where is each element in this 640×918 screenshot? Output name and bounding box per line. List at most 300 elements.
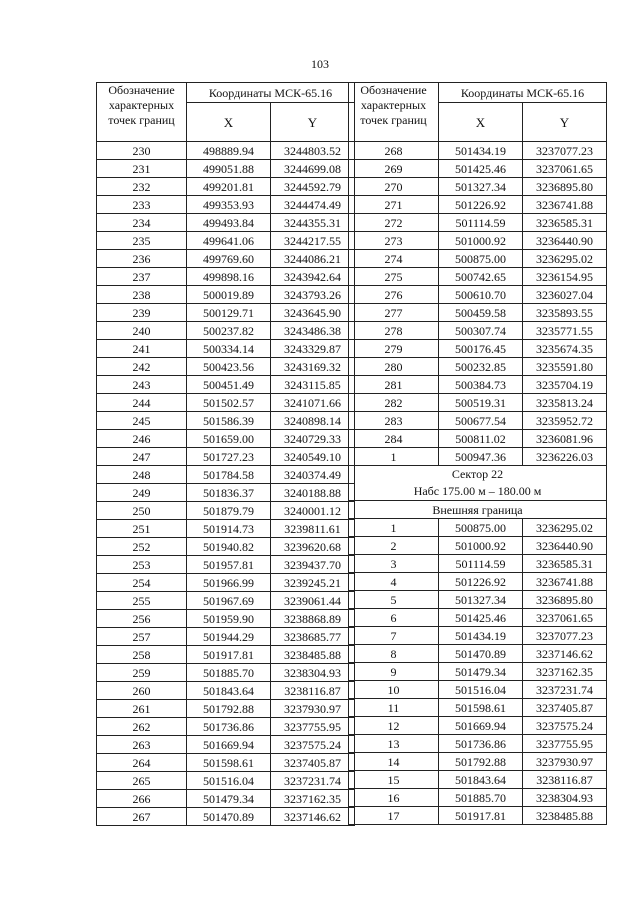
y-coordinate-cell: 3238116.87 (271, 682, 355, 700)
y-coordinate-cell: 3238685.77 (271, 628, 355, 646)
y-coordinate-cell: 3239245.21 (271, 574, 355, 592)
x-coordinate-cell: 499051.88 (187, 160, 271, 178)
point-number-cell: 253 (97, 556, 187, 574)
x-coordinate-cell: 501885.70 (439, 789, 523, 807)
point-number-cell: 2 (349, 537, 439, 555)
x-coordinate-cell: 501792.88 (439, 753, 523, 771)
y-coordinate-cell: 3236295.02 (523, 519, 607, 537)
point-number-cell: 231 (97, 160, 187, 178)
table-row (97, 430, 355, 448)
point-number-cell: 257 (97, 628, 187, 646)
x-coordinate-cell: 501114.59 (439, 555, 523, 573)
x-coordinate-cell: 501434.19 (439, 142, 523, 160)
x-coordinate-cell: 501659.00 (187, 430, 271, 448)
y-coordinate-cell: 3235771.55 (523, 322, 607, 340)
point-number-cell: 7 (349, 627, 439, 645)
sector-title: Сектор 22 (451, 467, 504, 481)
y-coordinate-cell: 3240729.33 (271, 430, 355, 448)
point-number-cell: 14 (349, 753, 439, 771)
x-coordinate-cell: 500232.85 (439, 358, 523, 376)
table-row (97, 466, 355, 484)
y-coordinate-cell: 3237231.74 (523, 681, 607, 699)
point-number-cell: 233 (97, 196, 187, 214)
table-row (97, 808, 355, 826)
x-coordinate-cell: 501669.94 (439, 717, 523, 735)
y-coordinate-cell: 3244699.08 (271, 160, 355, 178)
y-coordinate-cell: 3238868.89 (271, 610, 355, 628)
point-number-cell: 259 (97, 664, 187, 682)
x-coordinate-cell: 501727.23 (187, 448, 271, 466)
point-number-cell: 264 (97, 754, 187, 772)
y-coordinate-cell: 3236081.96 (523, 430, 607, 448)
point-number-cell: 4 (349, 573, 439, 591)
point-number-cell: 251 (97, 520, 187, 538)
table-row (349, 358, 607, 376)
point-number-cell: 1 (349, 519, 439, 537)
y-coordinate-cell: 3237162.35 (271, 790, 355, 808)
x-coordinate-cell: 500019.89 (187, 286, 271, 304)
x-coordinate-cell: 498889.94 (187, 142, 271, 160)
y-column-header: Y (271, 103, 355, 142)
y-coordinate-cell: 3236154.95 (523, 268, 607, 286)
point-number-cell: 241 (97, 340, 187, 358)
x-coordinate-cell: 501959.90 (187, 610, 271, 628)
y-coordinate-cell: 3238116.87 (523, 771, 607, 789)
y-coordinate-cell: 3237405.87 (523, 699, 607, 717)
point-number-cell: 16 (349, 789, 439, 807)
x-coordinate-cell: 500875.00 (439, 519, 523, 537)
y-coordinate-cell: 3239437.70 (271, 556, 355, 574)
point-number-cell: 272 (349, 214, 439, 232)
table-row (97, 412, 355, 430)
x-coordinate-cell: 500307.74 (439, 322, 523, 340)
table-row (97, 538, 355, 556)
x-coordinate-cell: 501917.81 (439, 807, 523, 825)
point-number-cell: 235 (97, 232, 187, 250)
point-number-cell: 283 (349, 412, 439, 430)
point-number-cell: 274 (349, 250, 439, 268)
y-coordinate-cell: 3238485.88 (523, 807, 607, 825)
table-row (97, 610, 355, 628)
table-row (97, 682, 355, 700)
table-row (349, 160, 607, 178)
point-number-cell: 279 (349, 340, 439, 358)
y-coordinate-cell: 3237061.65 (523, 160, 607, 178)
x-coordinate-cell: 501327.34 (439, 178, 523, 196)
x-coordinate-cell: 501114.59 (439, 214, 523, 232)
table-row (97, 196, 355, 214)
point-number-cell: 8 (349, 645, 439, 663)
table-row (97, 304, 355, 322)
table-row (349, 286, 607, 304)
point-number-cell: 244 (97, 394, 187, 412)
point-number-cell: 230 (97, 142, 187, 160)
y-coordinate-cell: 3244592.79 (271, 178, 355, 196)
y-coordinate-cell: 3236895.80 (523, 591, 607, 609)
point-number-cell: 267 (97, 808, 187, 826)
y-coordinate-cell: 3236440.90 (523, 537, 607, 555)
table-row (349, 771, 607, 789)
table-row (97, 520, 355, 538)
point-number-cell: 270 (349, 178, 439, 196)
x-coordinate-cell: 499641.06 (187, 232, 271, 250)
x-coordinate-cell: 501327.34 (439, 591, 523, 609)
point-number-cell: 250 (97, 502, 187, 520)
y-coordinate-cell: 3237930.97 (523, 753, 607, 771)
table-row (349, 717, 607, 735)
x-coordinate-cell: 500811.02 (439, 430, 523, 448)
coordinates-table-left (96, 82, 355, 826)
x-column-header: X (187, 103, 271, 142)
y-coordinate-cell: 3236585.31 (523, 214, 607, 232)
table-row (97, 394, 355, 412)
y-coordinate-cell: 3237146.62 (271, 808, 355, 826)
point-number-cell: 3 (349, 555, 439, 573)
point-number-cell: 255 (97, 592, 187, 610)
point-number-cell: 252 (97, 538, 187, 556)
designation-header: Обозначение характерных точек границ (349, 83, 439, 142)
y-coordinate-cell: 3239061.44 (271, 592, 355, 610)
y-coordinate-cell: 3243486.38 (271, 322, 355, 340)
x-coordinate-cell: 501967.69 (187, 592, 271, 610)
x-coordinate-cell: 501669.94 (187, 736, 271, 754)
y-coordinate-cell: 3243793.26 (271, 286, 355, 304)
table-row (349, 376, 607, 394)
x-coordinate-cell: 501470.89 (439, 645, 523, 663)
table-row (349, 232, 607, 250)
point-number-cell: 277 (349, 304, 439, 322)
y-coordinate-cell: 3235591.80 (523, 358, 607, 376)
point-number-cell: 17 (349, 807, 439, 825)
point-number-cell: 280 (349, 358, 439, 376)
table-row (97, 664, 355, 682)
y-coordinate-cell: 3237061.65 (523, 609, 607, 627)
point-number-cell: 276 (349, 286, 439, 304)
y-coordinate-cell: 3235704.19 (523, 376, 607, 394)
table-row (349, 807, 607, 825)
table-row (349, 448, 607, 466)
y-coordinate-cell: 3241071.66 (271, 394, 355, 412)
table-row (349, 573, 607, 591)
point-number-cell: 271 (349, 196, 439, 214)
y-coordinate-cell: 3240374.49 (271, 466, 355, 484)
x-coordinate-cell: 501736.86 (187, 718, 271, 736)
x-coordinate-cell: 501879.79 (187, 502, 271, 520)
x-coordinate-cell: 499493.84 (187, 214, 271, 232)
point-number-cell: 284 (349, 430, 439, 448)
x-coordinate-cell: 500129.71 (187, 304, 271, 322)
y-coordinate-cell: 3240188.88 (271, 484, 355, 502)
point-number-cell: 234 (97, 214, 187, 232)
x-coordinate-cell: 500237.82 (187, 322, 271, 340)
table-row (97, 142, 355, 160)
x-coordinate-cell: 499769.60 (187, 250, 271, 268)
table-row (97, 700, 355, 718)
table-row (349, 196, 607, 214)
y-coordinate-cell: 3238304.93 (271, 664, 355, 682)
x-coordinate-cell: 501792.88 (187, 700, 271, 718)
table-row (97, 718, 355, 736)
table-row (97, 448, 355, 466)
table-row (349, 753, 607, 771)
x-coordinate-cell: 501836.37 (187, 484, 271, 502)
point-number-cell: 237 (97, 268, 187, 286)
table-row (97, 736, 355, 754)
y-column-header: Y (523, 103, 607, 142)
point-number-cell: 269 (349, 160, 439, 178)
table-row (97, 358, 355, 376)
point-number-cell: 268 (349, 142, 439, 160)
y-coordinate-cell: 3237930.97 (271, 700, 355, 718)
table-row (349, 178, 607, 196)
y-coordinate-cell: 3243645.90 (271, 304, 355, 322)
table-row (349, 322, 607, 340)
x-coordinate-cell: 501940.82 (187, 538, 271, 556)
y-coordinate-cell: 3238304.93 (523, 789, 607, 807)
point-number-cell: 240 (97, 322, 187, 340)
x-coordinate-cell: 501598.61 (187, 754, 271, 772)
y-coordinate-cell: 3237755.95 (271, 718, 355, 736)
y-coordinate-cell: 3236741.88 (523, 573, 607, 591)
table-row (349, 591, 607, 609)
table-row (97, 340, 355, 358)
y-coordinate-cell: 3244474.49 (271, 196, 355, 214)
x-coordinate-cell: 500451.49 (187, 376, 271, 394)
table-row (349, 537, 607, 555)
point-number-cell: 273 (349, 232, 439, 250)
y-coordinate-cell: 3243329.87 (271, 340, 355, 358)
table-row (97, 214, 355, 232)
y-coordinate-cell: 3244355.31 (271, 214, 355, 232)
y-coordinate-cell: 3235674.35 (523, 340, 607, 358)
x-coordinate-cell: 501966.99 (187, 574, 271, 592)
x-coordinate-cell: 501736.86 (439, 735, 523, 753)
point-number-cell: 239 (97, 304, 187, 322)
table-row (97, 628, 355, 646)
x-coordinate-cell: 501586.39 (187, 412, 271, 430)
point-number-cell: 12 (349, 717, 439, 735)
x-column-header: X (439, 103, 523, 142)
table-row (349, 412, 607, 430)
point-number-cell: 243 (97, 376, 187, 394)
y-coordinate-cell: 3240898.14 (271, 412, 355, 430)
y-coordinate-cell: 3237405.87 (271, 754, 355, 772)
x-coordinate-cell: 500334.14 (187, 340, 271, 358)
table-row (97, 232, 355, 250)
table-row (97, 178, 355, 196)
table-row (349, 304, 607, 322)
y-coordinate-cell: 3235813.24 (523, 394, 607, 412)
y-coordinate-cell: 3235952.72 (523, 412, 607, 430)
x-coordinate-cell: 501957.81 (187, 556, 271, 574)
point-number-cell: 238 (97, 286, 187, 304)
x-coordinate-cell: 501885.70 (187, 664, 271, 682)
x-coordinate-cell: 499353.93 (187, 196, 271, 214)
y-coordinate-cell: 3244217.55 (271, 232, 355, 250)
x-coordinate-cell: 499201.81 (187, 178, 271, 196)
y-coordinate-cell: 3243115.85 (271, 376, 355, 394)
y-coordinate-cell: 3236226.03 (523, 448, 607, 466)
x-coordinate-cell: 501470.89 (187, 808, 271, 826)
point-number-cell: 278 (349, 322, 439, 340)
coordinate-system-header: Координаты МСК-65.16 (439, 83, 607, 103)
table-row (97, 592, 355, 610)
table-row (349, 142, 607, 160)
x-coordinate-cell: 501516.04 (439, 681, 523, 699)
table-row (349, 394, 607, 412)
x-coordinate-cell: 501434.19 (439, 627, 523, 645)
y-coordinate-cell: 3237231.74 (271, 772, 355, 790)
y-coordinate-cell: 3236027.04 (523, 286, 607, 304)
x-coordinate-cell: 501843.64 (439, 771, 523, 789)
x-coordinate-cell: 500459.58 (439, 304, 523, 322)
point-number-cell: 263 (97, 736, 187, 754)
table-row (349, 268, 607, 286)
x-coordinate-cell: 501917.81 (187, 646, 271, 664)
x-coordinate-cell: 501226.92 (439, 196, 523, 214)
table-row (97, 574, 355, 592)
y-coordinate-cell: 3239620.68 (271, 538, 355, 556)
sector-height-range: Набс 175.00 м – 180.00 м (413, 484, 542, 498)
y-coordinate-cell: 3243169.32 (271, 358, 355, 376)
y-coordinate-cell: 3238485.88 (271, 646, 355, 664)
y-coordinate-cell: 3237146.62 (523, 645, 607, 663)
point-number-cell: 282 (349, 394, 439, 412)
y-coordinate-cell: 3244803.52 (271, 142, 355, 160)
y-coordinate-cell: 3237755.95 (523, 735, 607, 753)
y-coordinate-cell: 3236741.88 (523, 196, 607, 214)
point-number-cell: 248 (97, 466, 187, 484)
table-row (97, 286, 355, 304)
x-coordinate-cell: 501000.92 (439, 232, 523, 250)
point-number-cell: 15 (349, 771, 439, 789)
table-row (349, 627, 607, 645)
table-row (97, 484, 355, 502)
table-row (349, 340, 607, 358)
y-coordinate-cell: 3240549.10 (271, 448, 355, 466)
point-number-cell: 246 (97, 430, 187, 448)
x-coordinate-cell: 500677.54 (439, 412, 523, 430)
point-number-cell: 247 (97, 448, 187, 466)
table-row (97, 322, 355, 340)
y-coordinate-cell: 3240001.12 (271, 502, 355, 520)
x-coordinate-cell: 500742.65 (439, 268, 523, 286)
x-coordinate-cell: 500423.56 (187, 358, 271, 376)
y-coordinate-cell: 3236895.80 (523, 178, 607, 196)
point-number-cell: 11 (349, 699, 439, 717)
x-coordinate-cell: 501502.57 (187, 394, 271, 412)
point-number-cell: 249 (97, 484, 187, 502)
boundary-label: Внешняя граница (349, 501, 607, 519)
table-row (349, 735, 607, 753)
table-row (97, 790, 355, 808)
point-number-cell: 266 (97, 790, 187, 808)
point-number-cell: 261 (97, 700, 187, 718)
x-coordinate-cell: 500610.70 (439, 286, 523, 304)
table-row (349, 789, 607, 807)
coordinates-table-right (348, 82, 607, 825)
table-row (349, 519, 607, 537)
table-row (349, 214, 607, 232)
designation-header: Обозначение характерных точек границ (97, 83, 187, 142)
y-coordinate-cell: 3235893.55 (523, 304, 607, 322)
x-coordinate-cell: 501000.92 (439, 537, 523, 555)
x-coordinate-cell: 501425.46 (439, 160, 523, 178)
y-coordinate-cell: 3236440.90 (523, 232, 607, 250)
x-coordinate-cell: 501784.58 (187, 466, 271, 484)
table-row (349, 645, 607, 663)
table-row (97, 772, 355, 790)
point-number-cell: 242 (97, 358, 187, 376)
x-coordinate-cell: 501425.46 (439, 609, 523, 627)
x-coordinate-cell: 500176.45 (439, 340, 523, 358)
x-coordinate-cell: 500384.73 (439, 376, 523, 394)
x-coordinate-cell: 501843.64 (187, 682, 271, 700)
point-number-cell: 275 (349, 268, 439, 286)
y-coordinate-cell: 3236585.31 (523, 555, 607, 573)
x-coordinate-cell: 501479.34 (439, 663, 523, 681)
point-number-cell: 6 (349, 609, 439, 627)
x-coordinate-cell: 501516.04 (187, 772, 271, 790)
table-row (349, 699, 607, 717)
table-row (97, 376, 355, 394)
table-row (349, 609, 607, 627)
table-row (349, 663, 607, 681)
y-coordinate-cell: 3237162.35 (523, 663, 607, 681)
y-coordinate-cell: 3239811.61 (271, 520, 355, 538)
point-number-cell: 281 (349, 376, 439, 394)
y-coordinate-cell: 3237077.23 (523, 627, 607, 645)
point-number-cell: 265 (97, 772, 187, 790)
x-coordinate-cell: 501944.29 (187, 628, 271, 646)
x-coordinate-cell: 501479.34 (187, 790, 271, 808)
point-number-cell: 256 (97, 610, 187, 628)
x-coordinate-cell: 500875.00 (439, 250, 523, 268)
table-row (349, 555, 607, 573)
table-row (97, 160, 355, 178)
y-coordinate-cell: 3237575.24 (523, 717, 607, 735)
table-row (97, 754, 355, 772)
point-number-cell: 260 (97, 682, 187, 700)
table-row (97, 646, 355, 664)
page-number: 103 (311, 57, 329, 71)
point-number-cell: 262 (97, 718, 187, 736)
sector-title-cell (349, 466, 607, 501)
point-number-cell: 245 (97, 412, 187, 430)
y-coordinate-cell: 3243942.64 (271, 268, 355, 286)
coordinate-system-header: Координаты МСК-65.16 (187, 83, 355, 103)
y-coordinate-cell: 3244086.21 (271, 250, 355, 268)
table-row (97, 502, 355, 520)
y-coordinate-cell: 3236295.02 (523, 250, 607, 268)
table-row (97, 556, 355, 574)
point-number-cell: 1 (349, 448, 439, 466)
point-number-cell: 13 (349, 735, 439, 753)
table-row (349, 681, 607, 699)
point-number-cell: 254 (97, 574, 187, 592)
point-number-cell: 258 (97, 646, 187, 664)
x-coordinate-cell: 500947.36 (439, 448, 523, 466)
x-coordinate-cell: 500519.31 (439, 394, 523, 412)
point-number-cell: 5 (349, 591, 439, 609)
point-number-cell: 10 (349, 681, 439, 699)
x-coordinate-cell: 501598.61 (439, 699, 523, 717)
table-row (97, 250, 355, 268)
x-coordinate-cell: 499898.16 (187, 268, 271, 286)
y-coordinate-cell: 3237575.24 (271, 736, 355, 754)
point-number-cell: 9 (349, 663, 439, 681)
y-coordinate-cell: 3237077.23 (523, 142, 607, 160)
